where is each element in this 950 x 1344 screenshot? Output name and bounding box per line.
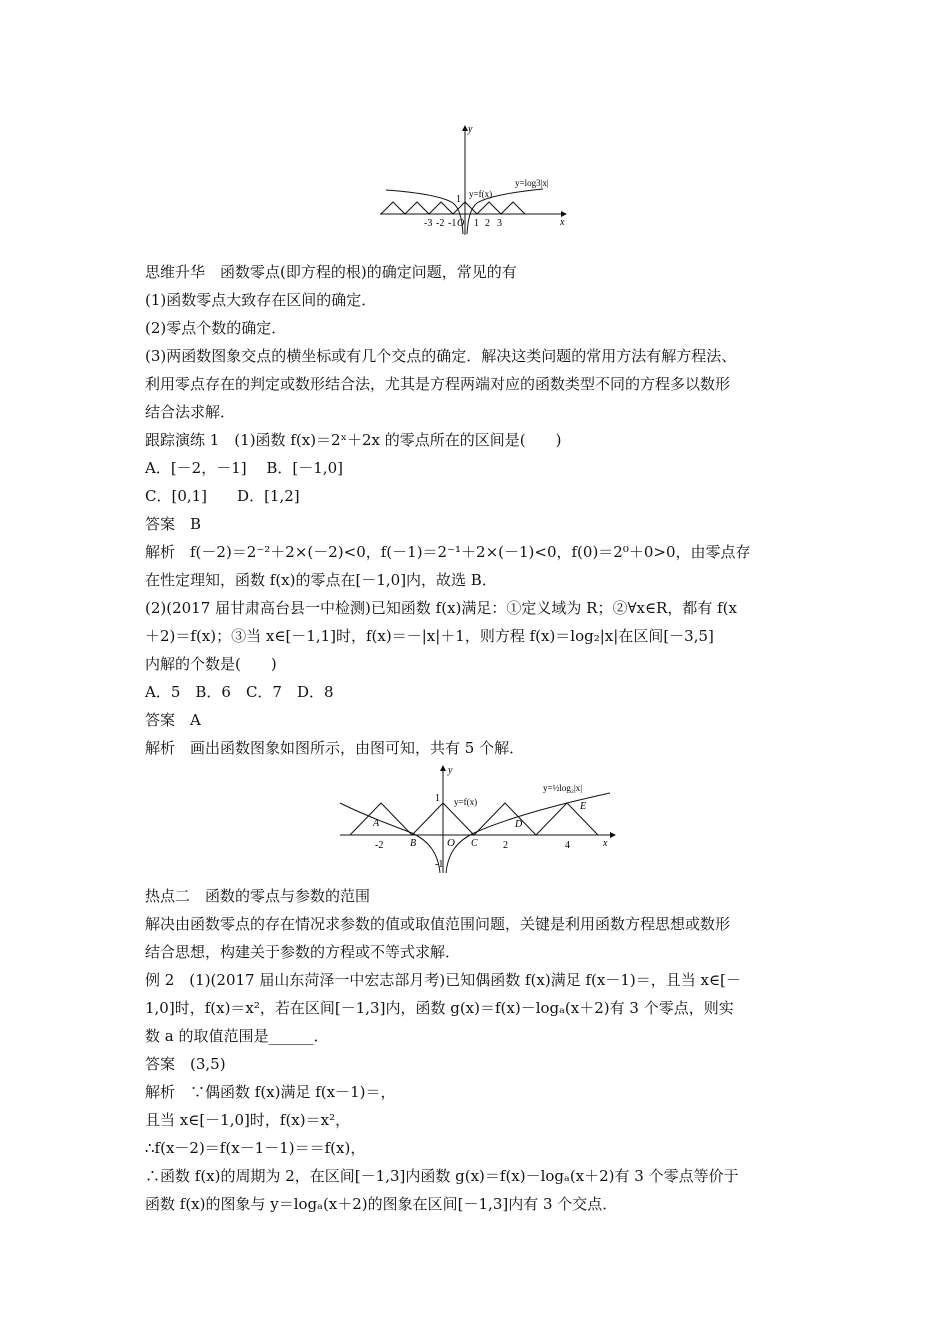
tick-label: -2 bbox=[375, 840, 384, 851]
tick-label: -2 bbox=[436, 218, 445, 229]
text-line: 内解的个数是( ) bbox=[145, 655, 277, 673]
text-line: ∴f(x－2)＝f(x－1－1)＝＝f(x)， bbox=[145, 1139, 366, 1157]
tick-label: 2 bbox=[503, 840, 508, 851]
x-axis-label: x bbox=[560, 217, 565, 228]
text-line: 解析 ∵偶函数 f(x)满足 f(x－1)＝， bbox=[145, 1083, 396, 1101]
text-line: 答案 B bbox=[145, 515, 202, 533]
curve-label: y=½log₂|x| bbox=[543, 783, 583, 793]
point-label: C bbox=[471, 838, 478, 849]
log-curve-left bbox=[340, 803, 440, 873]
text-line: 函数 f(x)的图象与 y＝logₐ(x＋2)的图象在区间[－1,3]内有 3 个交点． bbox=[145, 1195, 618, 1213]
text-line: 1,0]时，f(x)＝x²，若在区间[－1,3]内，函数 g(x)＝f(x)－logₐ(x＋2)有 3 个零点，则实 bbox=[145, 999, 734, 1017]
figure-log2-graph bbox=[335, 763, 620, 878]
point-label: A bbox=[373, 818, 380, 829]
one-label: 1 bbox=[435, 793, 440, 804]
x-axis-label: x bbox=[603, 838, 608, 849]
text-line: (2)(2017 届甘肃高台县一中检测)已知函数 f(x)满足：①定义域为 R；②∀x∈R，都有 f(x bbox=[145, 599, 737, 617]
func-label: y=f(x) bbox=[469, 189, 493, 199]
origin-label: O bbox=[457, 218, 465, 229]
text-line: 答案 (3,5) bbox=[145, 1055, 226, 1073]
text-line: C．[0,1] D．[1,2] bbox=[145, 487, 300, 505]
text-line: (3)两函数图象交点的横坐标或有几个交点的确定．解决这类问题的常用方法有解方程法、 bbox=[145, 347, 737, 365]
tick-label: 2 bbox=[485, 218, 490, 229]
text-line: 解析 画出函数图象如图所示，由图可知，共有 5 个解． bbox=[145, 739, 525, 757]
text-line: (1)函数零点大致存在区间的确定． bbox=[145, 291, 377, 309]
text-line: 答案 A bbox=[145, 711, 201, 729]
minus-one-label: -1 bbox=[435, 859, 444, 870]
tick-label: 4 bbox=[565, 840, 570, 851]
text-line: 解析 f(－2)＝2⁻²＋2×(－2)<0，f(－1)＝2⁻¹＋2×(－1)<0，f(0)＝2⁰＋0>0，由零点存 bbox=[145, 543, 751, 561]
text-line: 结合法求解． bbox=[145, 403, 236, 421]
text-line: ＋2)＝f(x)；③当 x∈[－1,1]时，f(x)＝－|x|＋1，则方程 f(x)＝log₂|x|在区间[－3,5] bbox=[145, 627, 714, 645]
text-line: 在性定理知，函数 f(x)的零点在[－1,0]内，故选 B． bbox=[145, 571, 497, 589]
figure-log3-graph bbox=[378, 122, 573, 237]
text-line: 且当 x∈[－1,0]时，f(x)＝x²， bbox=[145, 1111, 351, 1129]
curve-label: y=log3|x| bbox=[515, 178, 549, 188]
point-label: E bbox=[580, 801, 587, 812]
text-line: 热点二 函数的零点与参数的范围 bbox=[145, 887, 371, 905]
tick-label: 1 bbox=[474, 218, 479, 229]
text-line: 结合思想，构建关于参数的方程或不等式求解． bbox=[145, 943, 461, 961]
func-label: y=f(x) bbox=[454, 797, 478, 807]
text-line: 思维升华 函数零点(即方程的根)的确定问题，常见的有 bbox=[145, 263, 517, 281]
one-label: 1 bbox=[456, 194, 461, 205]
func-f-polyline bbox=[350, 803, 598, 835]
point-label: B bbox=[410, 838, 417, 849]
y-axis-label: y bbox=[448, 765, 453, 776]
text-line: 解决由函数零点的存在情况求参数的值或取值范围问题，关键是利用函数方程思想或数形 bbox=[145, 915, 731, 933]
text-line: 数 a 的取值范围是______． bbox=[145, 1027, 329, 1045]
text-line: (2)零点个数的确定． bbox=[145, 319, 287, 337]
text-line: A．5 B．6 C．7 D．8 bbox=[145, 683, 334, 701]
func-f-polyline bbox=[381, 202, 525, 214]
text-line: ∴函数 f(x)的周期为 2，在区间[－1,3]内函数 g(x)＝f(x)－logₐ(x＋2)有 3 个零点等价于 bbox=[145, 1167, 739, 1185]
text-line: 利用零点存在的判定或数形结合法，尤其是方程两端对应的函数类型不同的方程多以数形 bbox=[145, 375, 731, 393]
tick-label: 3 bbox=[497, 218, 502, 229]
text-line: 例 2 (1)(2017 届山东菏泽一中宏志部月考)已知偶函数 f(x)满足 f(x－1)＝，且当 x∈[－ bbox=[145, 971, 741, 989]
origin-label: O bbox=[447, 837, 455, 849]
text-line: A．[－2，－1] B．[－1,0] bbox=[145, 459, 343, 477]
y-axis-label: y bbox=[468, 124, 473, 135]
text-line: 跟踪演练 1 (1)函数 f(x)＝2ˣ＋2x 的零点所在的区间是( ) bbox=[145, 431, 562, 449]
point-label: D bbox=[515, 819, 523, 830]
tick-label: -1 bbox=[448, 218, 457, 229]
tick-label: -3 bbox=[424, 218, 433, 229]
